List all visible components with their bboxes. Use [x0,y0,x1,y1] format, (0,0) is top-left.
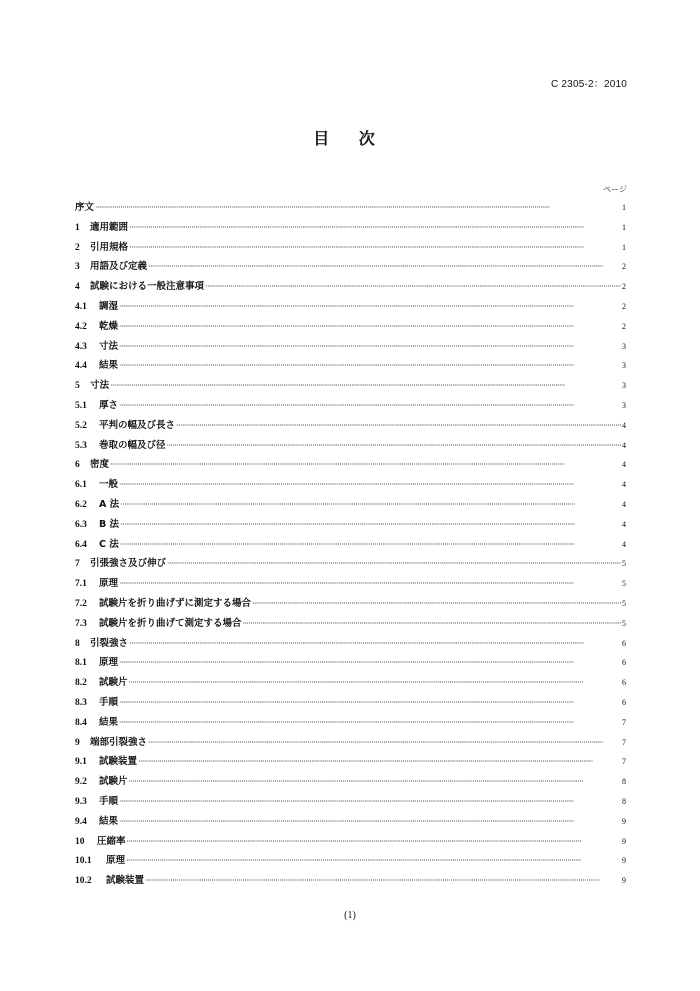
dot-leader [252,599,621,608]
toc-entry-page: 3 [622,341,626,351]
dot-leader [119,342,621,351]
dot-leader [205,282,621,291]
toc-entry-number: 8.1 [75,658,87,669]
toc-entry-page: 7 [622,737,626,747]
toc-entry-number: 5.2 [75,420,87,431]
dot-leader [120,520,621,529]
toc-entry-page: 9 [622,836,626,846]
toc-entry-label: 密度 [90,459,110,471]
dot-leader [129,777,621,786]
page-title: 目 次 [313,129,387,148]
toc-entry-number: 6.2 [75,499,87,510]
dot-leader [145,876,621,885]
toc-entry-number: 7.2 [75,598,87,609]
toc-entry-page: 4 [622,499,626,509]
toc-entry-number: 8.2 [75,678,87,689]
toc-entry-page: 6 [622,697,626,707]
toc-entry-page: 4 [622,440,626,450]
dot-leader [127,837,621,846]
toc-entry-label: 結果 [99,815,119,827]
toc-entry[interactable] [75,199,626,219]
toc-entry-page: 5 [622,579,626,589]
toc-entry[interactable] [75,872,626,892]
toc-entry-page: 6 [622,658,626,668]
dot-leader [243,619,621,628]
dot-leader [120,500,621,509]
toc-entry-number: 4 [75,282,80,293]
toc-entry-number: 5.3 [75,440,87,451]
page-number: (1) [344,910,356,921]
toc-entry-page: 8 [622,796,626,806]
dot-leader [126,856,621,865]
toc-entry-label: 寸法 [90,380,110,392]
toc-entry[interactable] [75,239,626,259]
toc-entry-page: 1 [622,242,626,252]
toc-entry-label: 手順 [99,795,119,807]
dot-leader [129,223,621,232]
toc-entry[interactable] [75,852,626,872]
toc-entry-label: 一般 [99,479,119,491]
toc-entry-label: 手順 [99,696,119,708]
toc-entry-page: 9 [622,856,626,866]
dot-leader [119,302,621,311]
toc-entry[interactable] [75,813,626,833]
dot-leader [176,421,621,430]
toc-entry-label: 平判の幅及び長さ [99,419,176,431]
toc-entry[interactable] [75,357,626,377]
toc-entry-page: 9 [622,816,626,826]
toc-entry-page: 5 [622,598,626,608]
toc-entry[interactable] [75,654,626,674]
toc-entry-page: 2 [622,301,626,311]
toc-entry[interactable] [75,575,626,595]
toc-entry-number: 9.1 [75,757,87,768]
toc-entry-page: 4 [622,420,626,430]
toc-entry-number: 2 [75,242,80,253]
toc-entry[interactable] [75,219,626,239]
toc-entry[interactable] [75,833,626,853]
toc-entry-page: 4 [622,519,626,529]
toc-entry-number: 4.1 [75,301,87,312]
dot-leader [148,738,621,747]
toc-entry-number: 9.3 [75,796,87,807]
toc-entry-label: 引張強さ及び伸び [90,558,167,570]
toc-entry-label: 試験片 [99,677,128,689]
toc-entry-label: C 法 [99,538,119,550]
toc-entry[interactable] [75,516,626,536]
toc-entry-label: 試験装置 [99,756,138,768]
toc-entry-page: 2 [622,321,626,331]
toc-entry-page: 2 [622,262,626,272]
toc-entry[interactable] [75,773,626,793]
dot-leader [167,441,621,450]
toc-entry[interactable] [75,258,626,278]
toc-entry-label: 適用範囲 [90,221,129,233]
toc-entry-page: 3 [622,361,626,371]
toc-entry-number: 4.2 [75,321,87,332]
toc-entry[interactable] [75,714,626,734]
dot-leader [119,658,621,667]
toc-entry-page: 3 [622,381,626,391]
toc-entry[interactable] [75,417,626,437]
toc-entry-number: 4.4 [75,361,87,372]
toc-entry[interactable] [75,793,626,813]
dot-leader [119,817,621,826]
toc-entry-label: 試験片 [99,776,128,788]
toc-entry-number: 7.1 [75,579,87,590]
toc-entry-number: 5.1 [75,400,87,411]
toc-entry-label: 巻取の幅及び径 [99,439,166,451]
toc-entry-page: 7 [622,757,626,767]
toc-entry-label: 厚さ [99,399,119,411]
dot-leader [129,678,621,687]
dot-leader [119,401,621,410]
toc-entry-number: 10.1 [75,856,92,867]
toc-entry[interactable] [75,536,626,556]
toc-entry[interactable] [75,338,626,358]
toc-entry[interactable] [75,318,626,338]
toc-entry-page: 4 [622,460,626,470]
table-of-contents [75,199,626,892]
toc-entry-label: 圧縮率 [97,835,126,847]
dot-leader [120,540,621,549]
toc-entry-page: 5 [622,618,626,628]
toc-entry[interactable] [75,377,626,397]
toc-entry[interactable] [75,555,626,575]
toc-entry-label: 原理 [99,578,119,590]
toc-entry[interactable] [75,694,626,714]
toc-entry-label: 乾燥 [99,320,119,332]
toc-entry-label: 端部引裂強さ [90,736,148,748]
dot-leader [119,322,621,331]
dot-leader [119,797,621,806]
toc-entry-number: 8.4 [75,717,87,728]
toc-entry[interactable] [75,753,626,773]
toc-entry[interactable] [75,298,626,318]
toc-entry-page: 4 [622,480,626,490]
toc-entry[interactable] [75,397,626,417]
toc-entry-label: 試験装置 [106,875,145,887]
toc-entry-label: 試験片を折り曲げて測定する場合 [99,617,242,629]
toc-entry[interactable] [75,496,626,516]
toc-entry-page: 2 [622,282,626,292]
dot-leader [129,243,621,252]
toc-entry[interactable] [75,635,626,655]
dot-leader [110,460,621,469]
toc-entry-label: 試験片を折り曲げずに測定する場合 [99,597,252,609]
toc-entry[interactable] [75,437,626,457]
toc-entry-label: 引用規格 [90,241,129,253]
toc-entry-label: 序文 [75,202,95,213]
dot-leader [119,480,621,489]
toc-entry-page: 1 [622,203,626,212]
toc-entry-label: 結果 [99,360,119,372]
dot-leader [138,757,621,766]
dot-leader [95,203,621,212]
toc-entry-label: 引裂強さ [90,637,129,649]
toc-entry-number: 10 [75,836,85,847]
toc-entry-number: 7.3 [75,618,87,629]
toc-entry-number: 9.4 [75,816,87,827]
toc-entry-number: 6 [75,460,80,471]
toc-entry-label: 寸法 [99,340,119,352]
toc-entry[interactable] [75,674,626,694]
toc-entry-number: 6.3 [75,519,87,530]
dot-leader [129,639,621,648]
toc-entry-label: 原理 [106,855,126,867]
toc-entry-label: 調湿 [99,300,119,312]
toc-entry-page: 5 [622,559,626,569]
toc-entry-page: 9 [622,876,626,886]
dot-leader [167,559,621,568]
dot-leader [110,381,621,390]
toc-entry[interactable] [75,456,626,476]
toc-entry-number: 8.3 [75,697,87,708]
toc-entry[interactable] [75,595,626,615]
toc-entry-label: A 法 [99,498,120,510]
dot-leader [119,698,621,707]
toc-entry-label: 試験における一般注意事項 [90,281,205,293]
document-id: C 2305-2：2010 [551,79,627,90]
toc-entry-label: B 法 [99,518,120,530]
toc-entry-number: 6.1 [75,480,87,491]
toc-entry-number: 5 [75,381,80,392]
toc-entry-label: 結果 [99,716,119,728]
toc-entry[interactable] [75,278,626,298]
toc-entry-number: 10.2 [75,876,92,887]
dot-leader [148,262,621,271]
toc-entry-number: 3 [75,262,80,273]
toc-entry-label: 用語及び定義 [90,261,148,273]
toc-entry-page: 6 [622,638,626,648]
dot-leader [119,361,621,370]
toc-entry-number: 4.3 [75,341,87,352]
toc-entry-number: 9 [75,737,80,748]
toc-entry-page: 6 [622,678,626,688]
toc-entry-number: 1 [75,222,80,233]
dot-leader [119,718,621,727]
toc-entry[interactable] [75,615,626,635]
toc-entry-number: 6.4 [75,539,87,550]
toc-entry-page: 1 [622,222,626,232]
toc-entry-number: 9.2 [75,777,87,788]
page-column-label: ページ [603,185,627,194]
toc-entry-page: 8 [622,777,626,787]
toc-entry-label: 原理 [99,657,119,669]
toc-entry-page: 4 [622,539,626,549]
dot-leader [119,579,621,588]
toc-entry[interactable] [75,476,626,496]
toc-entry-page: 7 [622,717,626,727]
toc-entry-number: 7 [75,559,80,570]
toc-entry-page: 3 [622,400,626,410]
toc-entry-number: 8 [75,638,80,649]
toc-entry[interactable] [75,734,626,754]
